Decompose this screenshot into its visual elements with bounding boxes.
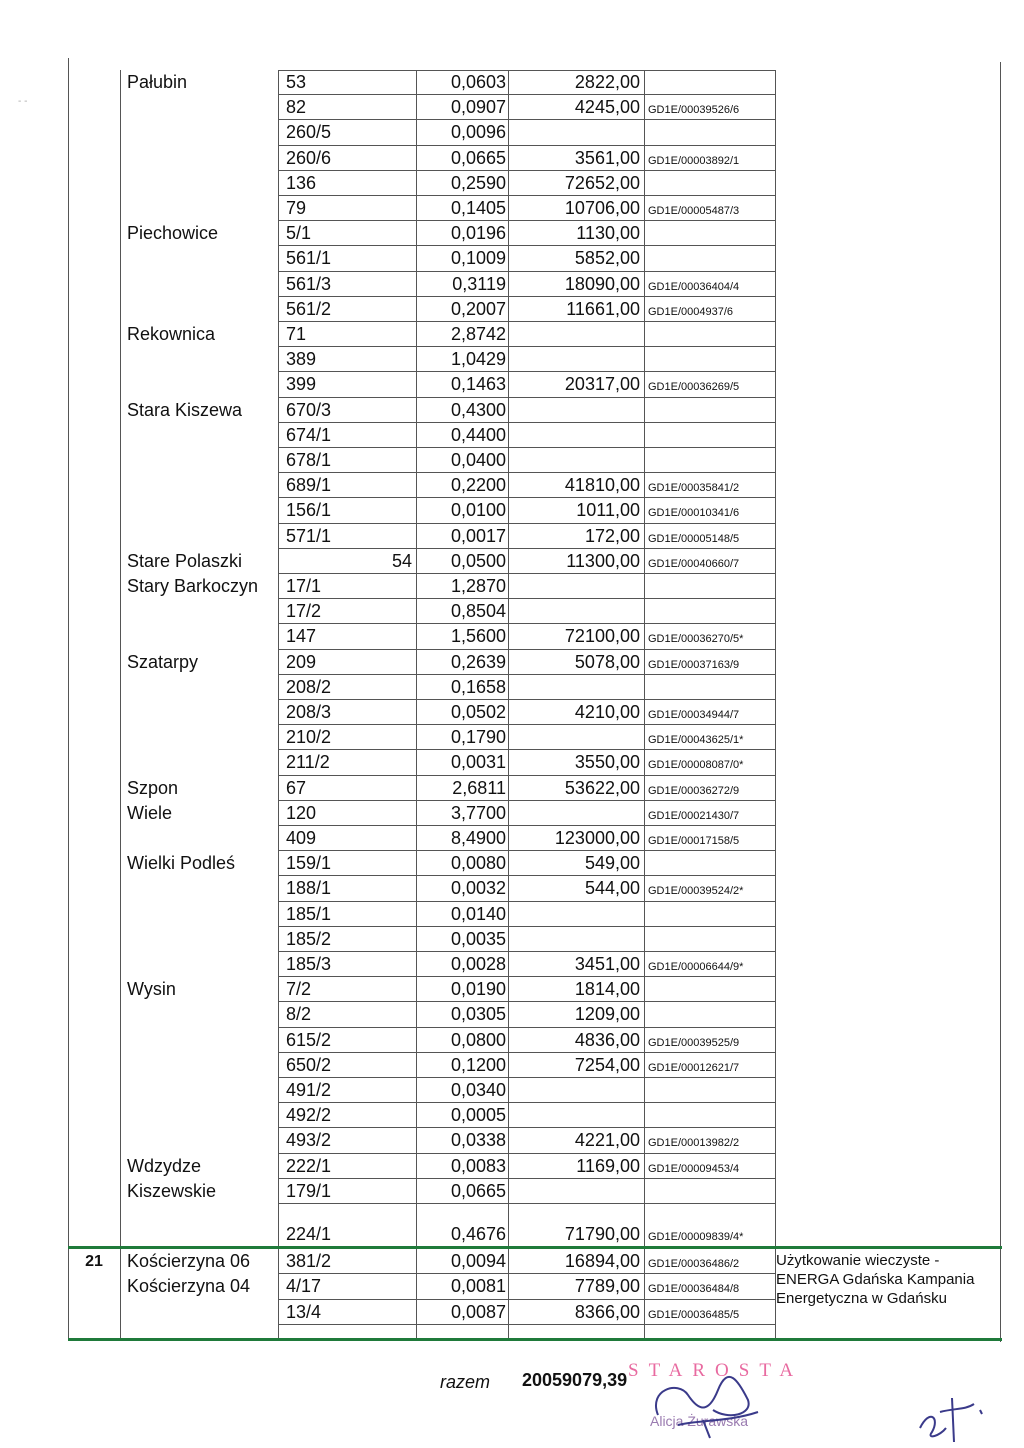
land-register-number: GD1E/00012621/7 (648, 1061, 740, 1074)
place-name: Kościerzyna 06 (127, 1251, 251, 1272)
parcel-area: 0,0502 (450, 702, 506, 722)
parcel-area: 0,1463 (450, 374, 506, 395)
land-register-number: GD1E/00036485/5 (648, 1308, 740, 1321)
parcel-price: 1814,00 (574, 979, 640, 1000)
parcel-area: 0,0031 (450, 752, 506, 773)
parcel-price: 71790,00 (564, 1224, 640, 1244)
parcel-number: 260/6 (286, 147, 332, 168)
parcel-area: 0,3119 (452, 273, 506, 294)
parcel-number: 159/1 (286, 853, 332, 874)
parcel-number: 650/2 (286, 1054, 332, 1075)
land-register-number (648, 221, 774, 246)
parcel-number: 7/2 (286, 979, 312, 1000)
table-row (0, 1154, 1024, 1179)
parcel-number: 409 (286, 828, 317, 848)
parcel-area: 0,0196 (450, 223, 506, 244)
parcel-price (510, 574, 640, 599)
parcel-number: 678/1 (286, 450, 332, 470)
parcel-number: 79 (286, 198, 307, 218)
parcel-price: 1209,00 (574, 1004, 640, 1025)
parcel-number: 224/1 (286, 1224, 332, 1244)
parcel-number: 222/1 (286, 1155, 332, 1176)
parcel-price (510, 1103, 640, 1128)
parcel-number: 147 (286, 626, 317, 647)
parcel-price (510, 448, 640, 473)
land-register-number: GD1E/00040660/7 (648, 557, 740, 570)
parcel-number: 185/2 (286, 928, 332, 949)
parcel-price: 4210,00 (574, 702, 640, 722)
table-row (0, 1128, 1024, 1153)
table-row (0, 146, 1024, 171)
footer-total: 20059079,39 (522, 1370, 628, 1390)
table-row (0, 498, 1024, 523)
parcel-number: 674/1 (286, 424, 332, 445)
land-register-number (648, 1103, 774, 1128)
parcel-area: 0,0081 (450, 1276, 506, 1297)
parcel-number: 561/3 (286, 273, 332, 294)
land-register-number (648, 851, 774, 876)
parcel-area: 1,5600 (450, 626, 506, 647)
land-register-number: GD1E/00036270/5* (648, 633, 744, 646)
place-name: Kościerzyna 04 (127, 1276, 251, 1297)
parcel-area: 0,8504 (450, 601, 506, 622)
parcel-price: 7789,00 (574, 1276, 640, 1297)
row-divider (278, 70, 775, 71)
table-row (0, 599, 1024, 624)
table-row (0, 902, 1024, 927)
parcel-area: 0,0100 (450, 500, 506, 521)
parcel-area: 8,4900 (450, 828, 506, 848)
table-row (0, 549, 1024, 574)
parcel-area: 0,0338 (450, 1130, 506, 1151)
land-register-number (648, 599, 774, 624)
parcel-price (510, 902, 640, 927)
land-register-number: GD1E/00009453/4 (648, 1162, 740, 1175)
parcel-area: 0,0305 (450, 1004, 506, 1025)
parcel-price (510, 599, 640, 624)
table-row (0, 95, 1024, 120)
place-name: Kiszewskie (127, 1180, 217, 1201)
table-row (0, 473, 1024, 498)
parcel-area: 0,1009 (450, 248, 506, 269)
table-row (0, 801, 1024, 826)
table-row (0, 246, 1024, 271)
parcel-price: 20317,00 (564, 374, 640, 395)
parcel-number: 185/3 (286, 954, 332, 974)
parcel-area: 0,4400 (450, 424, 506, 445)
place-name: Stara Kiszewa (127, 399, 243, 420)
table-row (0, 398, 1024, 423)
parcel-area: 0,2639 (450, 651, 506, 672)
parcel-area: 0,2007 (450, 298, 506, 319)
land-register-number: GD1E/00009839/4* (648, 1231, 744, 1243)
parcel-price: 41810,00 (564, 475, 640, 496)
parcel-area: 1,0429 (450, 349, 506, 370)
table-row (0, 322, 1024, 347)
parcel-area: 0,1790 (450, 727, 506, 748)
footer-label: razem (440, 1372, 491, 1392)
note-text: Użytkowanie wieczyste - ENERGA Gdańska Kampania Energetyczna w Gdańsku (776, 1252, 975, 1307)
table-row (0, 1028, 1024, 1053)
parcel-price (510, 927, 640, 952)
parcel-number: 53 (286, 72, 307, 92)
land-register-number: GD1E/00010341/6 (648, 507, 740, 520)
row-number: 21 (85, 1253, 103, 1271)
table-row (0, 624, 1024, 649)
parcel-number: 260/5 (286, 122, 332, 143)
parcel-price: 4245,00 (574, 97, 640, 118)
parcel-number: 4/17 (286, 1276, 322, 1297)
land-register-number (648, 246, 774, 271)
parcel-number: 5/1 (286, 223, 312, 244)
land-register-number (648, 448, 774, 473)
table-row (0, 524, 1024, 549)
table-row (0, 650, 1024, 675)
parcel-number: 208/3 (286, 702, 332, 722)
parcel-area: 0,0500 (450, 550, 506, 571)
table-row (0, 1053, 1024, 1078)
table-row (0, 776, 1024, 801)
land-register-number: GD1E/00039525/9 (648, 1036, 740, 1049)
place-name: Szpon (127, 777, 179, 798)
parcel-price: 11661,00 (566, 298, 640, 319)
land-register-number: GD1E/00036404/4 (648, 280, 740, 293)
place-name: Wysin (127, 979, 176, 1000)
land-register-number: GD1E/00006644/9* (648, 961, 744, 973)
place-name: Piechowice (127, 223, 219, 244)
parcel-number: 399 (286, 374, 317, 395)
land-register-number: GD1E/00036269/5 (648, 381, 740, 394)
land-register-number (648, 977, 774, 1002)
parcel-price (510, 347, 640, 372)
parcel-number: 185/1 (286, 903, 332, 924)
land-register-number: GD1E/00036486/2 (648, 1258, 740, 1271)
land-register-number (648, 322, 774, 347)
table-row (0, 851, 1024, 876)
parcel-number: 561/2 (286, 298, 332, 319)
parcel-area: 0,0017 (450, 525, 506, 546)
parcel-price: 3550,00 (574, 752, 640, 773)
land-register-number: GD1E/00013982/2 (648, 1137, 740, 1150)
parcel-price: 123000,00 (554, 828, 640, 848)
table-row (0, 1222, 1024, 1247)
parcel-number: 188/1 (286, 878, 332, 899)
land-register-number (648, 171, 774, 196)
parcel-price: 16894,00 (564, 1251, 640, 1272)
parcel-price (510, 725, 640, 750)
land-register-number: GD1E/00037163/9 (648, 658, 740, 671)
land-register-number (648, 574, 774, 599)
scan-artifact: - - (18, 96, 28, 107)
section-rule (68, 1246, 1002, 1249)
parcel-price: 5078,00 (574, 651, 640, 672)
table-row (0, 876, 1024, 901)
parcel-price: 544,00 (584, 878, 640, 899)
place-name: Szatarpy (127, 651, 199, 672)
parcel-number: 71 (286, 324, 307, 344)
parcel-number: 615/2 (286, 1029, 332, 1050)
table-row (0, 977, 1024, 1002)
table-row (0, 272, 1024, 297)
parcel-number: 67 (286, 777, 307, 798)
parcel-number: 17/2 (286, 601, 322, 622)
parcel-area: 0,0096 (450, 122, 506, 143)
land-register-number (648, 902, 774, 927)
parcel-area: 0,0665 (450, 1180, 506, 1201)
parcel-number: 561/1 (286, 248, 332, 269)
parcel-number: 82 (286, 97, 307, 118)
parcel-number: 670/3 (286, 399, 332, 420)
parcel-number: 493/2 (286, 1130, 332, 1151)
table-row (0, 700, 1024, 725)
land-register-number: GD1E/00017158/5 (648, 835, 740, 847)
parcel-price (510, 675, 640, 700)
parcel-number: 492/2 (286, 1105, 332, 1126)
table-row (0, 927, 1024, 952)
land-register-number: GD1E/00036272/9 (648, 784, 740, 797)
place-name: Stary Barkoczyn (127, 576, 259, 596)
parcel-price (510, 801, 640, 826)
place-name: Wielki Podleś (127, 853, 236, 874)
parcel-area: 0,1658 (450, 676, 506, 697)
land-register-number: GD1E/00021430/7 (648, 809, 740, 822)
parcel-number: 210/2 (286, 727, 332, 748)
parcel-number: 120 (286, 802, 317, 823)
table-row (0, 952, 1024, 977)
parcel-area: 0,0083 (450, 1155, 506, 1176)
parcel-area: 0,0603 (450, 72, 506, 92)
parcel-price: 1169,00 (576, 1155, 640, 1176)
parcel-price: 11300,00 (566, 550, 640, 571)
parcel-price (510, 398, 640, 423)
land-register-number (648, 1078, 774, 1103)
signature-scribble (618, 1360, 798, 1440)
parcel-number: 491/2 (286, 1080, 332, 1100)
parcel-number: 13/4 (286, 1301, 322, 1322)
land-register-number: GD1E/00039524/2* (648, 885, 744, 898)
parcel-area: 0,2200 (450, 475, 506, 496)
land-register-number (648, 927, 774, 952)
stamp-name: Alicja Żurawska (650, 1413, 749, 1429)
table-row (0, 448, 1024, 473)
parcel-price: 2822,00 (574, 72, 640, 92)
land-register-number (648, 675, 774, 700)
parcel-number: 209 (286, 651, 317, 672)
land-register-number (648, 398, 774, 423)
table-row (0, 221, 1024, 246)
land-register-number (648, 120, 774, 145)
parcel-number: 389 (286, 349, 317, 370)
parcel-area: 0,0140 (450, 903, 506, 924)
initials-scribble (910, 1388, 990, 1444)
table-row (0, 372, 1024, 397)
parcel-area: 0,0340 (450, 1080, 506, 1100)
section-rule (68, 1338, 1002, 1341)
parcel-price: 3451,00 (574, 954, 640, 974)
table-row (0, 750, 1024, 775)
land-register-number (648, 1179, 774, 1204)
parcel-number: 8/2 (286, 1004, 312, 1025)
land-register-number: GD1E/00035841/2 (648, 482, 740, 495)
parcel-area: 2,8742 (450, 324, 506, 344)
table-row (0, 196, 1024, 221)
parcel-price: 4221,00 (574, 1130, 640, 1151)
table-row (0, 297, 1024, 322)
land-register-number: GD1E/00005487/3 (648, 205, 740, 217)
land-register-number: GD1E/00034944/7 (648, 709, 740, 721)
parcel-price: 172,00 (584, 525, 640, 546)
parcel-price: 8366,00 (574, 1301, 640, 1322)
parcel-area: 0,0094 (450, 1251, 506, 1272)
parcel-area: 0,0087 (450, 1301, 506, 1322)
place-name: Stare Polaszki (127, 550, 243, 571)
parcel-price (510, 1078, 640, 1103)
land-register-number (648, 70, 774, 95)
table-row (0, 347, 1024, 372)
stamp-title: STAROSTA (628, 1360, 804, 1381)
parcel-price: 5852,00 (574, 248, 640, 269)
land-register-number: GD1E/00043625/1* (648, 734, 744, 747)
place-name: Rekownica (127, 324, 216, 344)
parcel-price (510, 423, 640, 448)
parcel-number: 208/2 (286, 676, 332, 697)
parcel-number: 136 (286, 172, 317, 193)
parcel-area: 2,6811 (452, 777, 506, 798)
parcel-number: 179/1 (286, 1180, 332, 1201)
table-row (0, 120, 1024, 145)
table-row (0, 171, 1024, 196)
parcel-area: 0,0800 (450, 1029, 506, 1050)
parcel-number: 571/1 (286, 525, 332, 546)
land-register-number: GD1E/0004937/6 (648, 305, 734, 318)
table-row (0, 1103, 1024, 1128)
parcel-area: 0,0400 (450, 450, 506, 470)
parcel-price: 10706,00 (564, 198, 640, 218)
table-row (0, 675, 1024, 700)
table-row (0, 70, 1024, 95)
parcel-area: 3,7700 (450, 802, 506, 823)
parcel-number: 211/2 (286, 752, 330, 773)
table-row (0, 574, 1024, 599)
parcel-area: 0,2590 (450, 172, 506, 193)
table-row (0, 1078, 1024, 1103)
parcel-area: 0,0665 (450, 147, 506, 168)
parcel-price: 4836,00 (574, 1029, 640, 1050)
land-register-number (648, 423, 774, 448)
parcel-price: 1011,00 (576, 500, 640, 521)
parcel-price: 3561,00 (574, 147, 640, 168)
parcel-price (510, 1179, 640, 1204)
parcel-price: 549,00 (584, 853, 640, 874)
parcel-area: 0,1200 (450, 1054, 506, 1075)
parcel-number: 689/1 (286, 475, 332, 496)
parcel-number: 17/1 (286, 576, 322, 596)
parcel-number: 54 (391, 550, 412, 571)
parcel-price (510, 322, 640, 347)
table-row (0, 1002, 1024, 1027)
table-row (0, 826, 1024, 851)
parcel-price (510, 120, 640, 145)
land-register-number: GD1E/00039526/6 (648, 104, 740, 117)
parcel-price: 18090,00 (564, 273, 640, 294)
parcel-area: 1,2870 (450, 576, 506, 596)
parcel-price: 72652,00 (564, 172, 640, 193)
land-register-number: GD1E/00003892/1 (648, 154, 740, 167)
land-register-number: GD1E/00008087/0* (648, 759, 744, 772)
parcel-area: 0,0190 (450, 979, 506, 1000)
parcel-area: 0,0028 (450, 954, 506, 974)
parcel-price: 7254,00 (574, 1054, 640, 1075)
table-row (0, 725, 1024, 750)
parcel-area: 0,1405 (450, 198, 506, 218)
land-register-number (648, 1002, 774, 1027)
parcel-price: 1130,00 (576, 223, 640, 244)
parcel-area: 0,0035 (450, 928, 506, 949)
parcel-area: 0,0005 (450, 1105, 506, 1126)
parcel-area: 0,0907 (450, 97, 506, 118)
parcel-number: 381/2 (286, 1251, 332, 1272)
parcel-price: 53622,00 (564, 777, 640, 798)
parcel-number: 156/1 (286, 500, 332, 521)
place-name: Pałubin (127, 72, 188, 92)
parcel-area: 0,0032 (450, 878, 506, 899)
parcel-price: 72100,00 (564, 626, 640, 647)
place-name: Wiele (127, 802, 173, 823)
place-name: Wdzydze (127, 1155, 202, 1176)
table-row (0, 1179, 1024, 1204)
land-register-number: GD1E/00036484/8 (648, 1283, 740, 1296)
parcel-area: 0,0080 (450, 853, 506, 874)
parcel-area: 0,4300 (450, 399, 506, 420)
land-register-number: GD1E/00005148/5 (648, 532, 740, 545)
land-register-number (648, 347, 774, 372)
table-row (0, 423, 1024, 448)
parcel-area: 0,4676 (450, 1224, 506, 1244)
